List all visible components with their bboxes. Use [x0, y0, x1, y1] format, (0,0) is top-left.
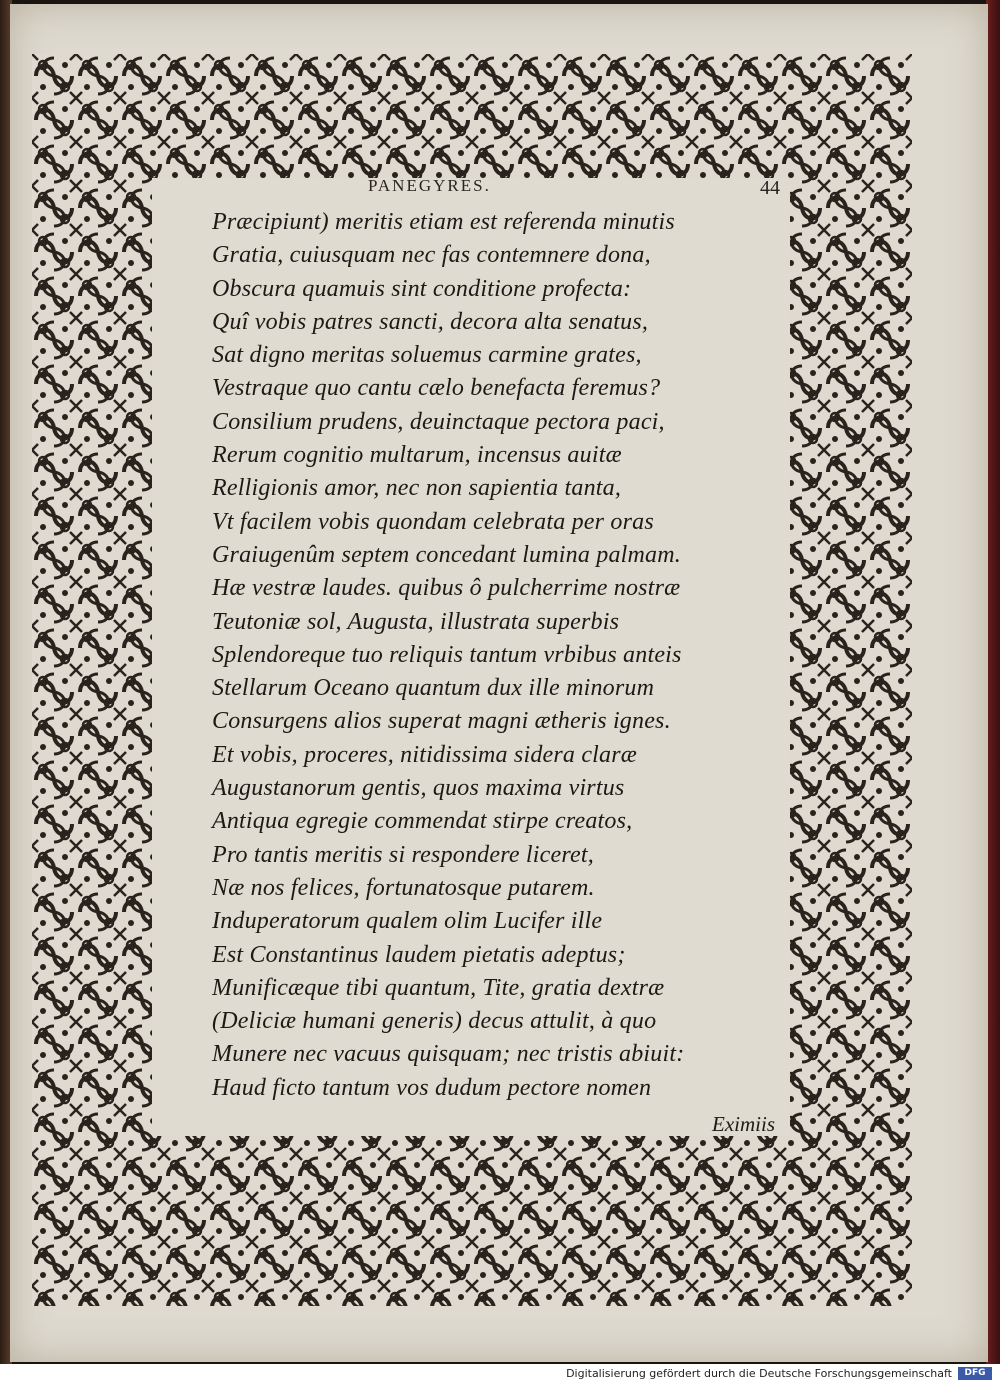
verse-line: Vestraque quo cantu cælo benefacta feremus?: [212, 375, 661, 402]
catchword: Eximiis: [712, 1112, 775, 1136]
verse-line: Graiugenûm septem concedant lumina palmam.: [212, 541, 681, 568]
dfg-logo[interactable]: DFG: [958, 1367, 992, 1380]
verse-line: Næ nos felices, fortunatosque putarem.: [212, 874, 595, 901]
footer-bar: [0, 1364, 1000, 1384]
verse-line: Relligionis amor, nec non sapientia tanta,: [212, 475, 622, 502]
verse-line: Antiqua egregie commendat stirpe creatos,: [212, 808, 633, 835]
verse-line: Obscura quamuis sint conditione profecta:: [212, 275, 632, 302]
verse-line: Gratia, cuiusquam nec fas contemnere dona,: [212, 242, 651, 269]
verse-line: Consilium prudens, deuinctaque pectora paci,: [212, 408, 665, 435]
funding-credit[interactable]: Digitalisierung gefördert durch die Deutsche Forschungsgemeinschaft: [566, 1367, 952, 1380]
verse-line: Et vobis, proceres, nitidissima sidera claræ: [212, 741, 638, 768]
verse-line: Quî vobis patres sancti, decora alta senatus,: [212, 308, 649, 335]
verse-line: Rerum cognitio multarum, incensus auitæ: [212, 442, 622, 469]
verse-line: Præcipiunt) meritis etiam est referenda minutis: [212, 209, 675, 235]
book-cover-edge: [986, 0, 1000, 1364]
verse-line: Sat digno meritas soluemus carmine grates,: [212, 342, 642, 369]
verse-line: Induperatorum qualem olim Lucifer ille: [212, 908, 603, 935]
verse-text: [212, 206, 772, 1105]
verse-line: Augustanorum gentis, quos maxima virtus: [212, 775, 625, 802]
verse-line: Consurgens alios superat magni ætheris ignes.: [212, 708, 671, 735]
running-head: PANEGYRES.: [368, 176, 491, 195]
page-number: 44: [760, 177, 780, 199]
verse-line: (Deliciæ humani generis) decus attulit, à quo: [212, 1008, 657, 1035]
verse-line: Vt facilem vobis quondam celebrata per oras: [212, 508, 654, 535]
verse-line: Haud ficto tantum vos dudum pectore nomen: [212, 1074, 652, 1101]
verse-line: Splendoreque tuo reliquis tantum vrbibus anteis: [212, 641, 682, 668]
verse-line: Munificæque tibi quantum, Tite, gratia dextræ: [212, 974, 665, 1001]
verse-line: Est Constantinus laudem pietatis adeptus;: [212, 941, 626, 968]
verse-line: Munere nec vacuus quisquam; nec tristis abiuit:: [212, 1041, 685, 1068]
verse-line: Hæ vestræ laudes. quibus ô pulcherrime nostræ: [212, 575, 681, 602]
verse-line: Pro tantis meritis si respondere liceret,: [212, 841, 594, 868]
verse-line: Teutoniæ sol, Augusta, illustrata superbis: [212, 608, 620, 635]
verse-line: Stellarum Oceano quantum dux ille minorum: [212, 675, 655, 702]
